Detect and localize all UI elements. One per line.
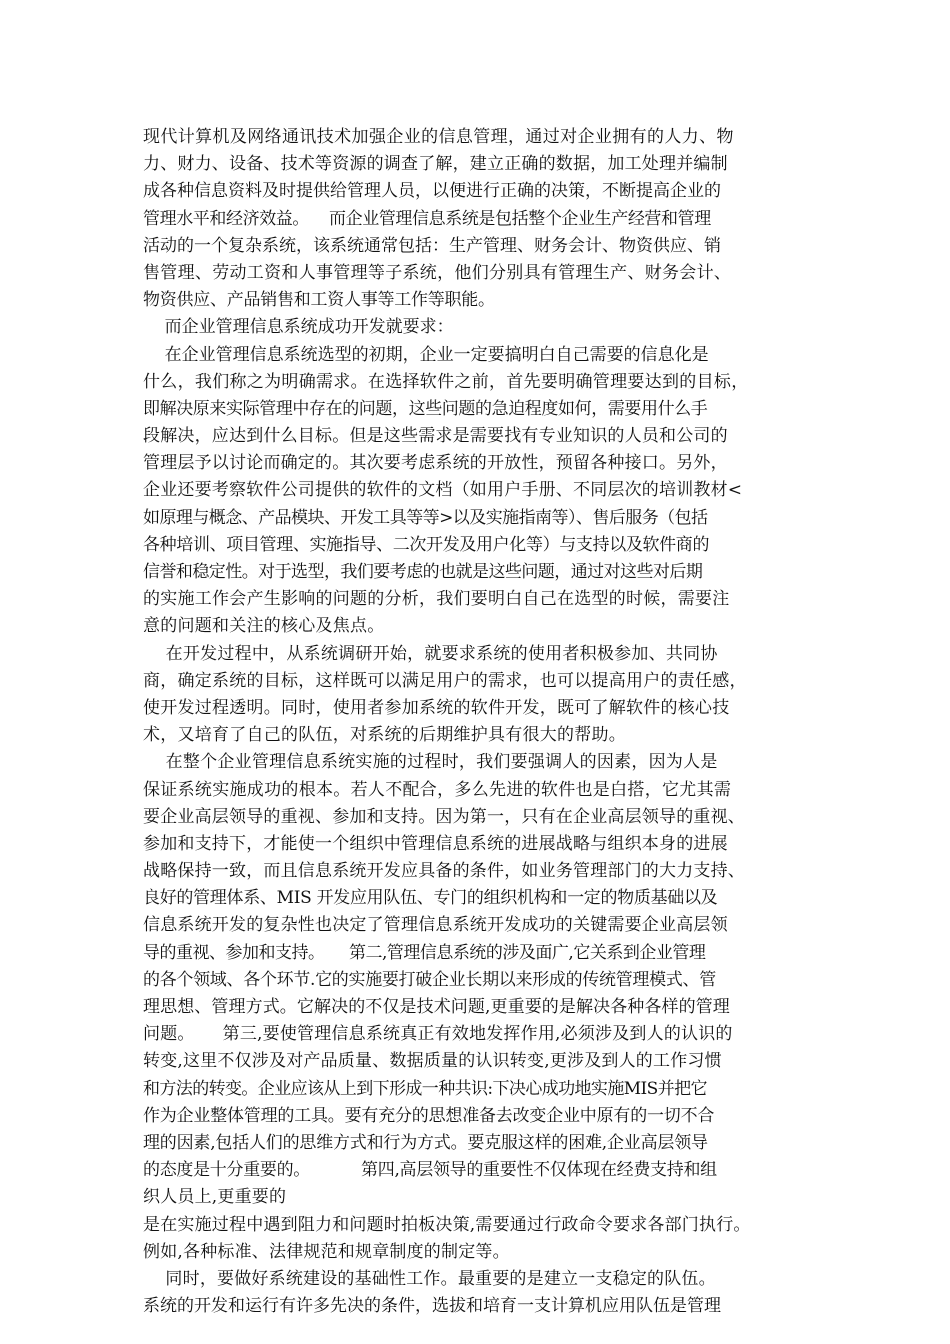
- text-line: 在企业管理信息系统选型的初期，企业一定要搞明白自己需要的信息化是: [143, 344, 709, 365]
- text-line: 的各个领域、各个环节.它的实施要打破企业长期以来形成的传统管理模式、管: [143, 969, 716, 990]
- text-line: 术，又培育了自己的队伍，对系统的后期维护具有很大的帮助。: [143, 725, 626, 746]
- text-line: 是在实施过程中遇到阻力和问题时拍板决策,需要通过行政命令要求各部门执行。: [143, 1214, 751, 1235]
- text-line: 而企业管理信息系统成功开发就要求：: [143, 317, 454, 338]
- text-line: 意的问题和关注的核心及焦点。: [143, 616, 385, 637]
- text-line: 转变,这里不仅涉及对产品质量、数据质量的认识转变,更涉及到人的工作习惯: [143, 1051, 722, 1072]
- text-line: 保证系统实施成功的根本。若人不配合，多么先进的软件也是白搭，它尤其需: [143, 779, 732, 800]
- text-line: 各种培训、项目管理、实施指导、二次开发及用户化等）与支持以及软件商的: [143, 534, 710, 555]
- text-line: 商，确定系统的目标，这样既可以满足用户的需求，也可以提高用户的责任感，: [143, 670, 747, 691]
- text-line: 在开发过程中，从系统调研开始，就要求系统的使用者积极参加、共同协: [143, 643, 718, 664]
- text-line: 和方法的转变。企业应该从上到下形成一种共识:下决心成功地实施MIS并把它: [143, 1078, 707, 1099]
- text-line: 要企业高层领导的重视、参加和支持。因为第一，只有在企业高层领导的重视、: [143, 806, 745, 827]
- text-line: 使开发过程透明。同时，使用者参加系统的软件开发，既可了解软件的核心技: [143, 697, 730, 718]
- text-line: 理的因素,包括人们的思维方式和行为方式。要克服这样的困难,企业高层领导: [143, 1132, 708, 1153]
- text-line: 如原理与概念、产品模块、开发工具等等>以及实施指南等）、售后服务（包括: [143, 507, 708, 528]
- text-line: 的态度是十分重要的。 第四,高层领导的重要性不仅体现在经费支持和组: [143, 1160, 717, 1181]
- text-line: 导的重视、参加和支持。 第二,管理信息系统的涉及面广,它关系到企业管理: [143, 942, 706, 963]
- text-line: 段解决，应达到什么目标。但是这些需求是需要找有专业知识的人员和公司的: [143, 426, 728, 447]
- text-line: 活动的一个复杂系统，该系统通常包括：生产管理、财务会计、物资供应、销: [143, 235, 721, 256]
- text-line: 战略保持一致，而且信息系统开发应具备的条件，如业务管理部门的大力支持、: [143, 861, 745, 882]
- document-body: [143, 124, 815, 1320]
- text-line: 例如,各种标准、法律规范和规章制度的制定等。: [143, 1241, 510, 1262]
- text-line: 物资供应、产品销售和工资人事等工作等职能。: [143, 290, 495, 311]
- text-line: 管理水平和经济效益。 而企业管理信息系统是包括整个企业生产经营和管理: [143, 208, 711, 229]
- text-line: 管理层予以讨论而确定的。其次要考虑系统的开放性，预留各种接口。另外，: [143, 453, 728, 474]
- text-line: 信息系统开发的复杂性也决定了管理信息系统开发成功的关键需要企业高层领: [143, 915, 728, 936]
- text-line: 的实施工作会产生影响的问题的分析，我们要明白自己在选型的时候，需要注: [143, 589, 730, 610]
- text-line: 理思想、管理方式。它解决的不仅是技术问题,更重要的是解决各种各样的管理: [143, 997, 730, 1017]
- text-line: 参加和支持下，才能使一个组织中管理信息系统的进展战略与组织本身的进展: [143, 833, 728, 854]
- text-line: 问题。 第三,要使管理信息系统真正有效地发挥作用,必须涉及到人的认识的: [143, 1024, 733, 1045]
- text-line: 力、财力、设备、技术等资源的调查了解，建立正确的数据，加工处理并编制: [143, 154, 728, 175]
- text-line: 在整个企业管理信息系统实施的过程时，我们要强调人的因素，因为人是: [143, 752, 718, 773]
- text-line: 售管理、劳动工资和人事管理等子系统，他们分别具有管理生产、财务会计、: [143, 262, 732, 283]
- text-line: 同时，要做好系统建设的基础性工作。最重要的是建立一支稳定的队伍。: [143, 1268, 716, 1289]
- text-line: 现代计算机及网络通讯技术加强企业的信息管理，通过对企业拥有的人力、物: [143, 127, 734, 147]
- text-line: 成各种信息资料及时提供给管理人员，以便进行正确的决策，不断提高企业的: [143, 181, 721, 202]
- text-line: 良好的管理体系、MIS 开发应用队伍、专门的组织机构和一定的物质基础以及: [143, 888, 718, 909]
- text-line: 作为企业整体管理的工具。要有充分的思想准备去改变企业中原有的一切不合: [143, 1105, 715, 1126]
- text-line: 即解决原来实际管理中存在的问题，这些问题的急迫程度如何，需要用什么手: [143, 398, 708, 419]
- text-line: 什么，我们称之为明确需求。在选择软件之前，首先要明确管理要达到的目标，: [143, 371, 749, 392]
- text-line: 系统的开发和运行有许多先决的条件，选拔和培育一支计算机应用队伍是管理: [143, 1296, 721, 1317]
- text-line: 织人员上,更重要的: [143, 1187, 287, 1208]
- text-line: 信誉和稳定性。对于选型，我们要考虑的也就是这些问题，通过对这些对后期: [143, 562, 703, 582]
- text-line: 企业还要考察软件公司提供的软件的文档（如用户手册、不同层次的培训教材<: [143, 480, 743, 501]
